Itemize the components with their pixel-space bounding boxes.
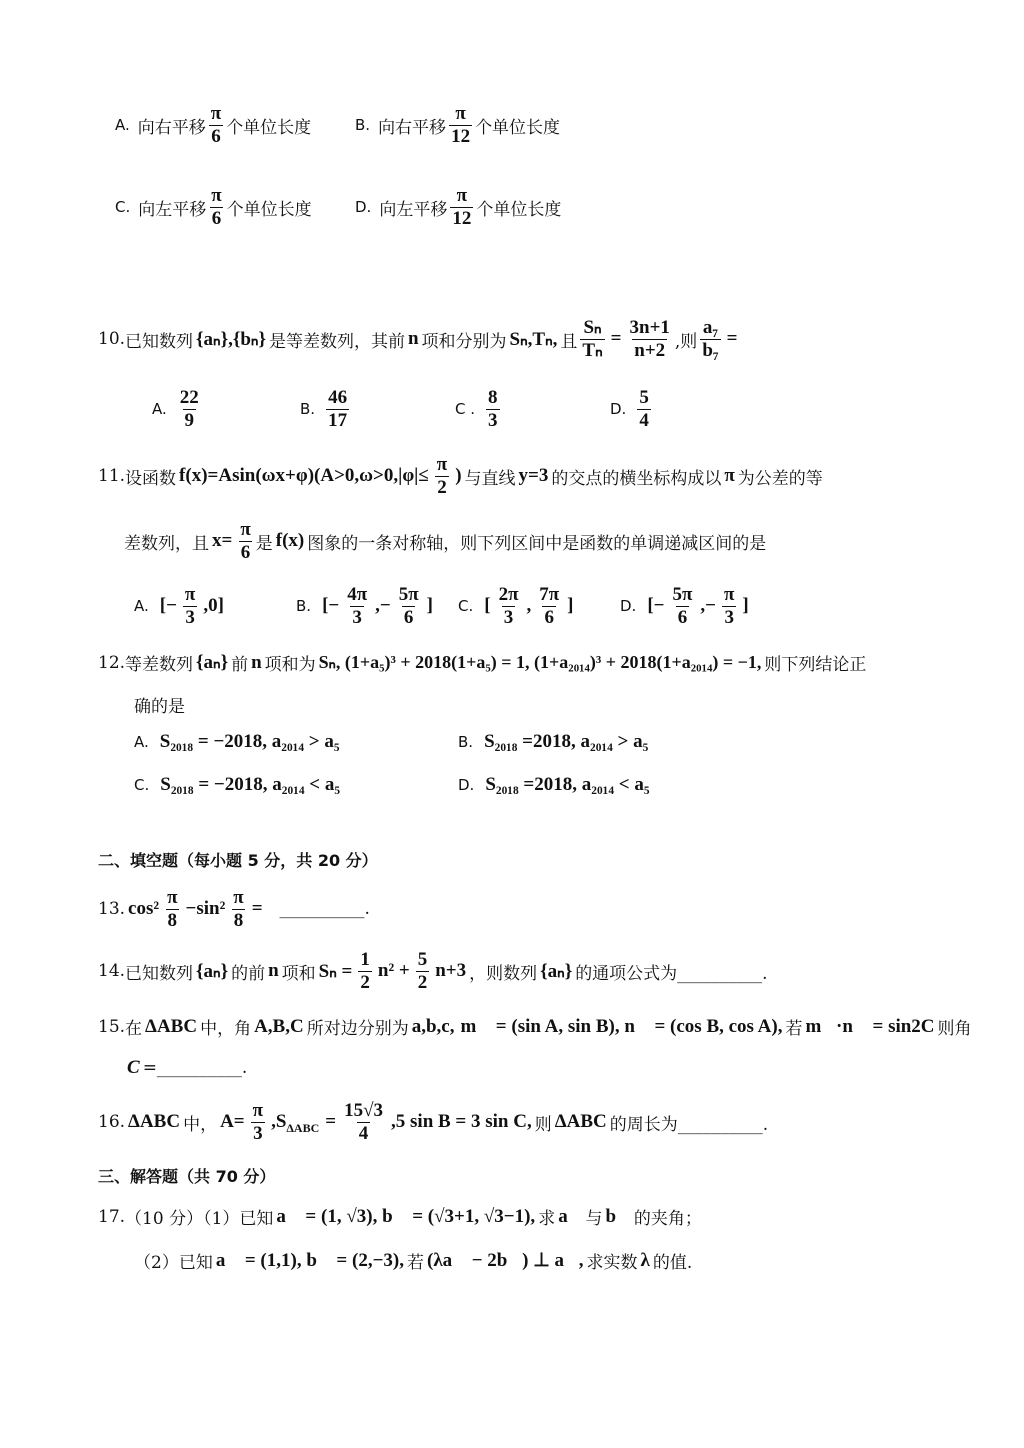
math-expr: f(x)=Asin(ωx+φ)(A>0,ω>0,|φ|≤	[179, 465, 429, 487]
math-expr: ,−	[375, 595, 391, 617]
math-expr: [	[484, 595, 491, 617]
math-expr: π	[724, 465, 735, 487]
stem-text: 确的是	[134, 697, 185, 717]
q11-option-c	[458, 584, 577, 629]
numerator: 5	[639, 387, 649, 408]
math-expr: n	[407, 328, 419, 350]
math-expr: x=	[212, 530, 233, 552]
q14-stem	[98, 949, 768, 994]
option-text-post: 个单位长度	[226, 199, 312, 220]
math-expr: =	[726, 328, 738, 350]
stem-text: 图象的一条对称轴，则下列区间中是函数的单调递减区间的是	[307, 533, 767, 554]
stem-text: 的通项公式为__________.	[575, 963, 768, 984]
option-text-post: 个单位长度	[475, 117, 561, 138]
option-text-post: 个单位长度	[226, 117, 312, 138]
math-expr: ΔABC	[145, 1015, 198, 1037]
option-label: C.	[458, 597, 474, 616]
math-expr: a⃗ = (1, √3), b⃗ = (√3+1, √3−1),	[276, 1205, 536, 1227]
stem-text: 项和	[281, 963, 316, 984]
math-expr: [−	[322, 595, 340, 617]
q9-option-a	[115, 103, 311, 148]
stem-text: 项和分别为	[421, 331, 507, 352]
fraction	[209, 103, 223, 148]
stem-text: 与	[585, 1209, 603, 1229]
q15-stem-line1	[98, 1014, 972, 1039]
fraction	[238, 519, 252, 564]
fraction	[700, 317, 720, 362]
stem-text: 已知数列	[125, 963, 194, 984]
math-expr: =	[251, 898, 263, 920]
fraction	[722, 584, 736, 629]
stem-text: 前	[231, 655, 249, 675]
fraction	[165, 887, 179, 932]
fraction	[231, 887, 245, 932]
q11-option-d	[620, 584, 752, 629]
fraction	[497, 584, 521, 629]
q15-stem-line2	[124, 1057, 247, 1079]
numerator: 5π	[398, 584, 419, 605]
numerator: π	[455, 103, 466, 124]
q9-option-d	[355, 185, 561, 230]
denominator: 3	[185, 606, 195, 628]
numerator: π	[252, 1100, 264, 1121]
stem-text: 项和为	[264, 655, 316, 675]
option-label: B.	[458, 733, 474, 751]
math-expr: b⃗	[605, 1205, 631, 1227]
math-expr: {aₙ},{bₙ}	[196, 328, 266, 350]
q11-option-b	[296, 584, 436, 629]
numerator: 1	[360, 949, 370, 970]
math-expr: [−	[159, 595, 177, 617]
denominator: 9	[184, 409, 195, 431]
math-expr: A=	[220, 1111, 245, 1133]
stem-text: 则角	[937, 1019, 972, 1039]
math-expr: ]	[742, 595, 749, 617]
denominator: 3	[253, 1122, 263, 1144]
denominator: 4	[639, 409, 649, 431]
stem-text: 是	[255, 533, 273, 554]
numerator: 5π	[672, 584, 693, 605]
denominator: 6	[211, 125, 221, 147]
math-expr: n	[268, 960, 279, 982]
stem-text: 中，	[183, 1114, 218, 1135]
math-expr: a⃗ = (1,1), b⃗ = (2,−3),	[215, 1249, 404, 1271]
option-label: C .	[455, 400, 476, 419]
fraction	[628, 317, 672, 362]
math-expr: f(x)	[275, 530, 305, 552]
denominator: 3	[724, 606, 734, 628]
numerator: π	[167, 887, 178, 908]
fraction	[435, 454, 449, 499]
denominator: n+2	[634, 339, 666, 361]
math-expr: (λa⃗ − 2b⃗) ⊥ a⃗,	[427, 1250, 584, 1271]
option-text-pre: 向右平移	[137, 117, 206, 138]
numerator: π	[436, 454, 448, 475]
math-expr: {aₙ}	[196, 960, 229, 982]
denominator: 3	[488, 409, 498, 431]
q10-option-d	[610, 387, 654, 432]
fraction	[397, 584, 421, 629]
math-expr: n² +	[377, 960, 410, 982]
numerator: 7π	[539, 584, 560, 605]
fraction	[178, 387, 201, 432]
numerator: Sₙ	[583, 317, 602, 338]
math-expr: ]	[567, 595, 574, 617]
option-label: D.	[610, 400, 627, 419]
numerator: π	[184, 584, 196, 605]
denominator: 3	[503, 606, 514, 628]
math-expr: ,	[526, 595, 532, 617]
fraction	[416, 949, 430, 994]
denominator: 6	[211, 207, 222, 229]
denominator: 2	[437, 476, 447, 498]
stem-text: ,则	[674, 331, 698, 352]
denominator: 2	[417, 971, 428, 993]
denominator: 8	[233, 909, 244, 931]
numerator: 8	[488, 387, 498, 408]
answer-blank: =__________.	[142, 1058, 248, 1078]
math-expr: [−	[647, 595, 665, 617]
fraction	[537, 584, 561, 629]
math-expr: A,B,C	[254, 1015, 304, 1037]
stem-text: 是等差数列，其前	[268, 331, 405, 352]
stem-text: 的值.	[652, 1253, 693, 1273]
stem-text: 等差数列	[125, 655, 194, 675]
numerator: a₇	[702, 317, 719, 338]
math-expr: ΔABC	[554, 1111, 607, 1133]
math-expr: {aₙ}	[540, 960, 573, 982]
q9-option-b	[355, 103, 560, 148]
question-number: 13.	[98, 899, 126, 920]
stem-text: （10 分）（1）已知	[125, 1209, 274, 1229]
fraction	[486, 387, 500, 432]
numerator: π	[456, 185, 468, 206]
question-number: 12.	[98, 652, 126, 673]
q12-option-d	[458, 774, 653, 796]
denominator: 17	[328, 409, 348, 431]
numerator: π	[240, 519, 251, 540]
math-expr: m⃗ = (sin A, sin B), n⃗ = (cos B, cos A),	[460, 1015, 783, 1037]
math-expr: y=3	[518, 465, 549, 487]
math-expr: ,S	[271, 1111, 287, 1133]
fraction	[449, 103, 472, 148]
denominator: 3	[352, 606, 362, 628]
q13-stem	[98, 887, 370, 932]
option-text-pre: 向左平移	[138, 199, 207, 220]
q10-option-b	[300, 387, 352, 432]
q9-option-c	[115, 185, 312, 230]
stem-text: 为公差的等	[737, 468, 823, 489]
fraction	[670, 584, 694, 629]
stem-text: 在	[125, 1019, 143, 1039]
math-expr: )	[455, 465, 462, 487]
math-expr: S₂₀₁₈ =2018, a₂₀₁₄ < a₅	[485, 774, 650, 795]
math-expr: =	[610, 328, 622, 350]
math-expr: ΔABC	[128, 1111, 181, 1133]
denominator: 12	[452, 207, 472, 229]
denominator: 12	[451, 125, 471, 147]
math-expr: S₂₀₁₈ = −2018, a₂₀₁₄ > a₅	[159, 731, 340, 752]
math-expr: {aₙ}	[196, 652, 229, 673]
stem-text: 的夹角；	[633, 1209, 702, 1229]
numerator: π	[723, 584, 735, 605]
option-label: B.	[355, 116, 371, 135]
fraction	[580, 317, 604, 362]
stem-text: （2）已知	[134, 1253, 213, 1273]
option-label: A.	[134, 597, 149, 616]
math-expr: S₂₀₁₈ =2018, a₂₀₁₄ > a₅	[484, 731, 649, 752]
stem-text: 设函数	[125, 468, 177, 489]
question-number: 14.	[98, 961, 126, 982]
stem-text: 已知数列	[125, 331, 194, 352]
stem-text: 则下列结论正	[764, 655, 867, 675]
option-label: A.	[134, 733, 149, 751]
stem-text: 的交点的横坐标构成以	[551, 468, 722, 489]
q17-part1	[98, 1204, 702, 1229]
math-expr: ,−	[700, 595, 716, 617]
denominator: 2	[360, 971, 370, 993]
denominator: 6	[677, 606, 688, 628]
stem-text: 所对边分别为	[306, 1019, 409, 1039]
option-text-pre: 向右平移	[378, 117, 447, 138]
denominator: 6	[403, 606, 414, 628]
fraction	[326, 387, 349, 432]
fraction	[342, 1100, 385, 1145]
numerator: 15√3	[344, 1100, 384, 1121]
q12-stem-line2	[134, 692, 185, 717]
stem-text: 若	[407, 1253, 424, 1273]
math-expr: ,0]	[203, 595, 224, 617]
denominator: 4	[358, 1122, 369, 1144]
q17-part2	[134, 1248, 692, 1273]
option-label: D.	[458, 776, 475, 794]
option-text-post: 个单位长度	[476, 199, 562, 220]
numerator: π	[211, 185, 222, 206]
denominator: 6	[240, 541, 251, 563]
math-expr: Sₙ, (1+a₅)³ + 2018(1+a₅) = 1, (1+a₂₀₁₄)³ + 2018(1+a₂₀₁₄) = −1,	[318, 652, 762, 672]
q12-option-b	[458, 731, 651, 753]
stem-text: 若	[785, 1019, 803, 1039]
denominator: 8	[167, 909, 178, 931]
denominator: b₇	[702, 339, 719, 361]
fraction	[345, 584, 369, 629]
q10-stem	[98, 317, 740, 362]
numerator: 3n+1	[629, 317, 670, 338]
question-number: 11.	[98, 466, 126, 487]
fraction	[183, 584, 197, 629]
section-heading-solutions: 三、解答题（共 70 分）	[98, 1167, 276, 1186]
math-expr: n+3	[435, 960, 467, 982]
q11-stem-line1	[98, 454, 823, 499]
math-expr: ]	[426, 595, 433, 617]
q12-stem-line1	[98, 650, 866, 675]
math-expr: Sₙ =	[318, 960, 353, 982]
stem-text: 差数列，且	[124, 533, 209, 554]
math-expr: m⃗·n⃗ = sin2C	[805, 1015, 935, 1037]
numerator: π	[233, 887, 244, 908]
q11-stem-line2	[124, 519, 766, 564]
option-text-pre: 向左平移	[379, 199, 448, 220]
math-subscript: ΔABC	[286, 1120, 320, 1135]
option-label: B.	[300, 400, 316, 419]
answer-blank: __________.	[279, 899, 370, 920]
math-expr: C	[127, 1057, 140, 1078]
q12-option-a	[134, 731, 343, 753]
option-label: C.	[134, 776, 150, 794]
numerator: 4π	[347, 584, 368, 605]
numerator: 5	[417, 949, 428, 970]
numerator: 2π	[498, 584, 519, 605]
math-expr: S₂₀₁₈ = −2018, a₂₀₁₄ < a₅	[160, 774, 341, 795]
stem-text: ，则数列	[469, 963, 538, 984]
stem-text: 与直线	[464, 468, 516, 489]
question-number: 15.	[98, 1016, 126, 1037]
stem-text: 的周长为__________.	[609, 1114, 769, 1135]
option-label: C.	[115, 198, 131, 217]
numerator: 46	[328, 387, 348, 408]
q16-stem	[98, 1100, 768, 1145]
option-label: A.	[115, 116, 130, 135]
section-heading-fill-in: 二、填空题（每小题 5 分，共 20 分）	[98, 851, 378, 870]
math-expr: ,5 sin B = 3 sin C,	[391, 1111, 532, 1133]
numerator: 22	[179, 387, 199, 408]
q10-option-c	[455, 387, 503, 432]
stem-text: 的前	[231, 963, 266, 984]
option-label: D.	[355, 198, 372, 217]
math-expr: a⃗	[558, 1205, 583, 1227]
q10-option-a	[152, 387, 204, 432]
fraction	[251, 1100, 265, 1145]
stem-text: 求实数	[586, 1253, 638, 1273]
fraction	[209, 185, 223, 230]
question-number: 17.	[98, 1206, 126, 1227]
denominator: Tₙ	[582, 339, 603, 361]
stem-text: 则	[534, 1114, 552, 1135]
math-expr: =	[325, 1111, 337, 1133]
option-label: A.	[152, 400, 167, 419]
q11-option-a	[134, 584, 227, 629]
math-expr: a,b,c,	[411, 1015, 455, 1037]
math-expr: −sin²	[185, 898, 226, 920]
option-label: D.	[620, 597, 637, 616]
stem-text: 中，角	[200, 1019, 252, 1039]
stem-text: 且	[560, 331, 578, 352]
stem-text: 求	[538, 1209, 556, 1229]
option-label: B.	[296, 597, 312, 616]
fraction	[450, 185, 473, 230]
numerator: π	[210, 103, 222, 124]
question-number: 16.	[98, 1112, 126, 1133]
question-number: 10.	[98, 329, 126, 350]
math-expr: Sₙ,Tₙ,	[509, 328, 558, 350]
fraction	[358, 949, 372, 994]
math-expr: n	[251, 651, 262, 673]
q12-option-c	[134, 774, 343, 796]
math-expr: cos²	[128, 898, 160, 920]
denominator: 6	[544, 606, 554, 628]
math-expr: λ	[640, 1249, 650, 1271]
fraction	[637, 387, 651, 432]
